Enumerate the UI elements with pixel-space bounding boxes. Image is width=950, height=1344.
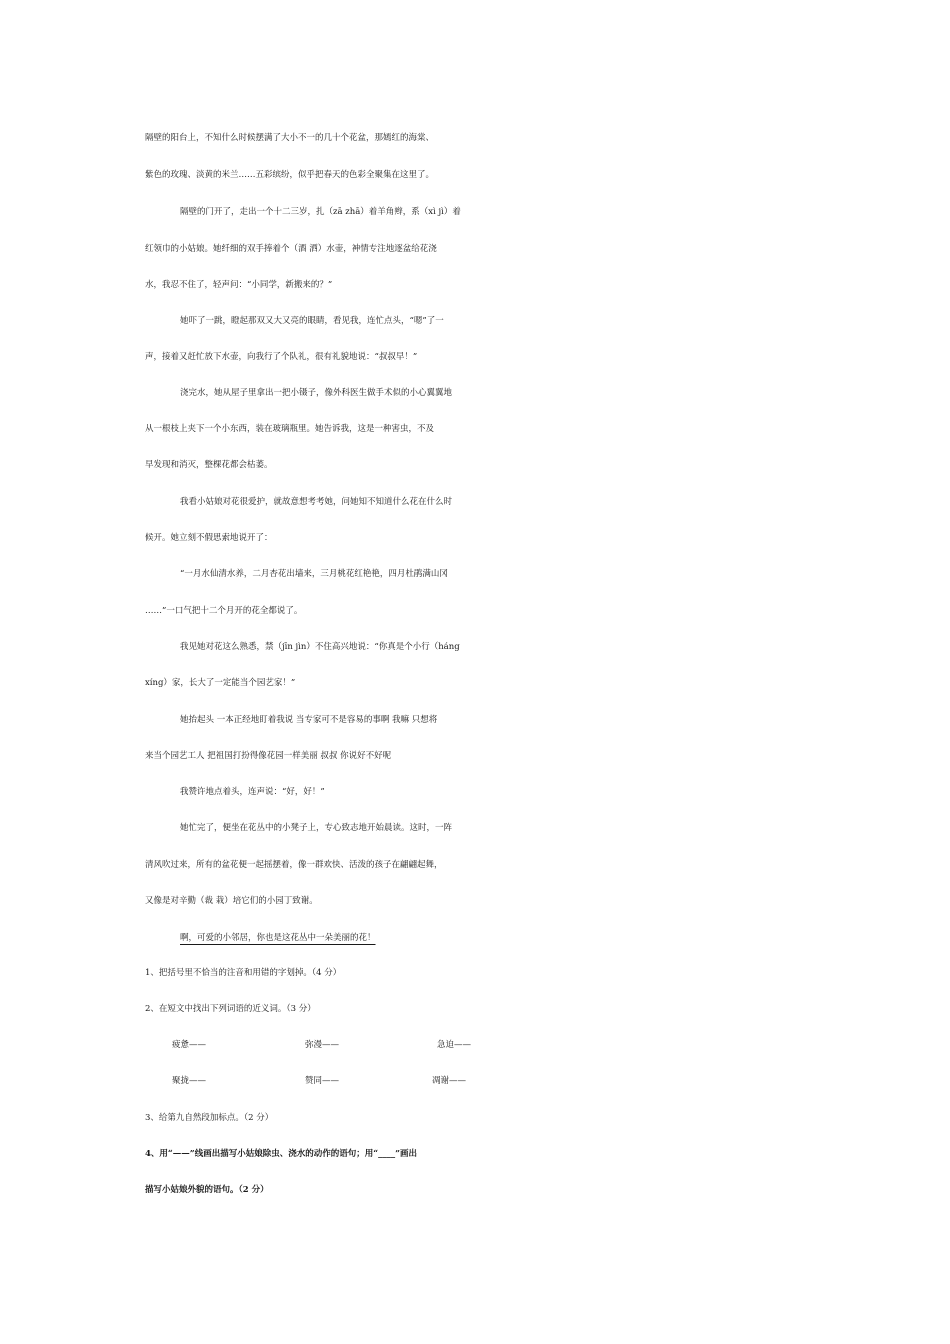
passage-line-21: 清风吹过来，所有的盆花便一起摇摆着，像一群欢快、活泼的孩子在翩翩起舞， [145,860,443,870]
passage-line-19: 我赞许地点着头，连声说：“好，好！” [180,787,325,797]
passage-line-18: 来当个园艺工人 把祖国打扮得像花园一样美丽 叔叔 你说好不好呢 [145,751,392,761]
passage-line-20: 她忙完了，便坐在花丛中的小凳子上，专心致志地开始晨读。这时，一阵 [180,823,453,833]
passage-line-13: “一月水仙清水养，二月杏花出墙来，三月桃花红艳艳，四月杜鹃满山冈 [180,569,448,579]
word-item: 赞同—— [305,1076,340,1086]
question-3: 3、给第九自然段加标点。（2 分） [145,1113,274,1123]
passage-line-11: 我看小姑娘对花很爱护，就故意想考考她，问她知不知道什么花在什么时 [180,497,453,507]
passage-line-23: 啊，可爱的小邻居，你也是这花丛中一朵美丽的花！ [180,933,376,943]
word-item: 凋谢—— [432,1076,467,1086]
passage-line-16: xíng）家，长大了一定能当个园艺家！” [145,678,296,688]
passage-line-5: 水，我忍不住了，轻声问：“小同学，新搬来的？” [145,280,333,290]
passage-line-22: 又像是对辛勤（裁 栽）培它们的小园丁致谢。 [145,896,318,906]
passage-line-9: 从一根枝上夹下一个小东西，装在玻璃瓶里。她告诉我，这是一种害虫，不及 [145,424,435,434]
question-4-line-1: 4、用“——”线画出描写小姑娘除虫、浇水的动作的语句；用“____”画出 [145,1149,417,1159]
passage-line-15: 我见她对花这么熟悉，禁（jīn jìn）不住高兴地说：“你真是个小行（háng [180,642,460,652]
passage-line-3: 隔壁的门开了，走出一个十二三岁，扎（zā zhā）着羊角辫，系（xì jì）着 [180,207,461,217]
question-1: 1、把括号里不恰当的注音和用错的字划掉。（4 分） [145,968,342,978]
passage-line-7: 声，接着又赶忙放下水壶，向我行了个队礼，很有礼貌地说：“叔叔早！” [145,352,418,362]
passage-line-4: 红领巾的小姑娘。她纤细的双手捧着个（酒 洒）水壶，神情专注地逐盆给花浇 [145,244,437,254]
passage-line-12: 候开。她立刻不假思索地说开了： [145,533,273,543]
passage-line-14: ……”一口气把十二个月开的花全都说了。 [145,606,303,616]
question-4-line-2: 描写小姑娘外貌的语句。（2 分） [145,1185,269,1195]
word-item: 聚拢—— [172,1076,207,1086]
word-item: 疲惫—— [172,1040,207,1050]
passage-line-8: 浇完水，她从屋子里拿出一把小镊子，像外科医生做手术似的小心翼翼地 [180,388,453,398]
passage-line-1: 隔壁的阳台上，不知什么时候摆满了大小不一的几十个花盆，那嫣红的海棠、 [145,133,435,143]
passage-line-10: 早发现和消灭，整棵花都会枯萎。 [145,460,273,470]
passage-line-2: 紫色的玫瑰、淡黄的米兰……五彩缤纷，似乎把春天的色彩全聚集在这里了。 [145,170,435,180]
word-item: 急迫—— [437,1040,472,1050]
question-2: 2、在短文中找出下列词语的近义词。（3 分） [145,1004,316,1014]
passage-line-6: 她吓了一跳，瞪起那双又大又亮的眼睛，看见我，连忙点头，“嗯”了一 [180,316,444,326]
passage-line-17: 她抬起头 一本正经地盯着我说 当专家可不是容易的事啊 我嘛 只想将 [180,715,438,725]
word-item: 弥漫—— [305,1040,340,1050]
